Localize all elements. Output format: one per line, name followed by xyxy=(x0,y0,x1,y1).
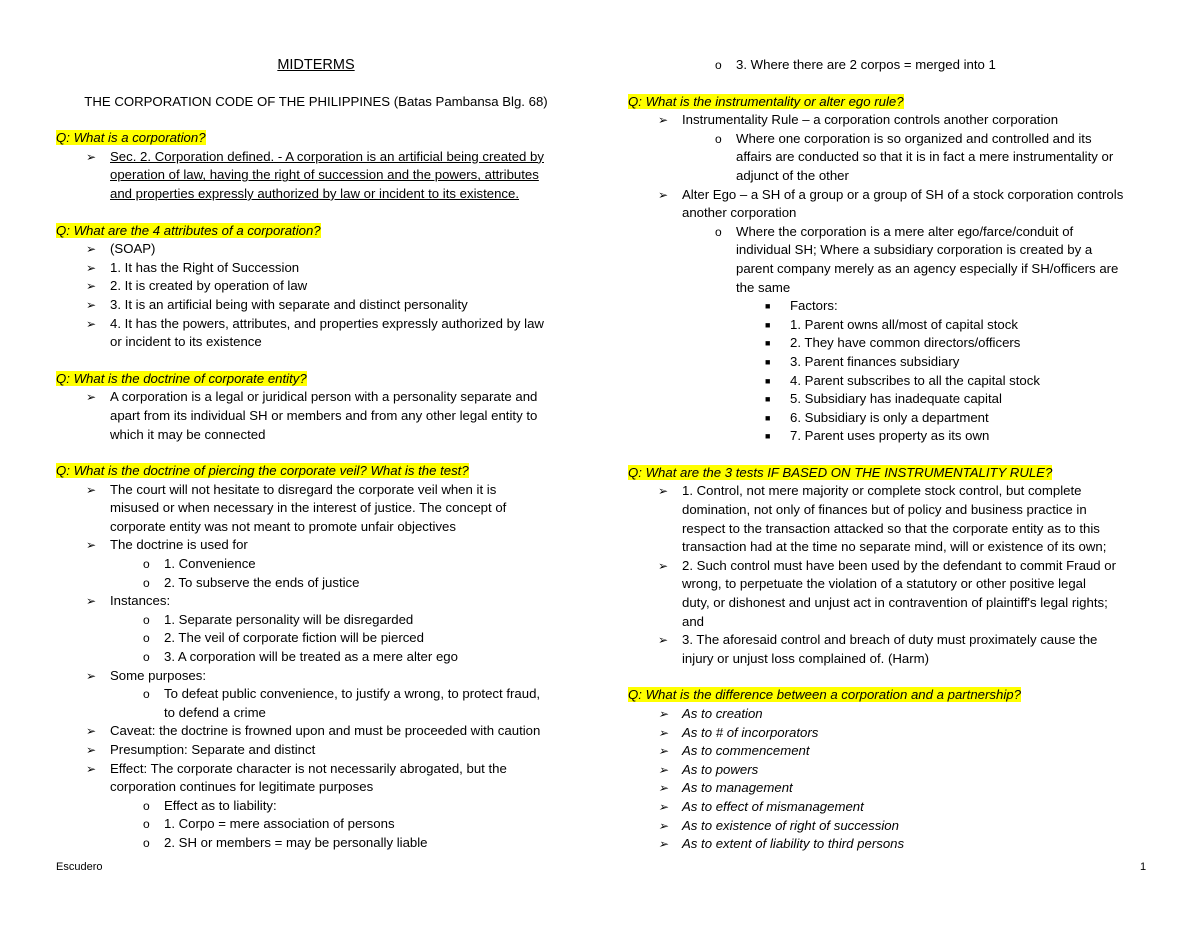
sub-list-item: o Effect as to liability: xyxy=(56,797,576,816)
arrow-bullet-icon: ➢ xyxy=(86,260,97,275)
list-item: ➢ As to powers xyxy=(628,761,1148,780)
factor-item: ■ 7. Parent uses property as its own xyxy=(628,427,1148,446)
question-piercing-veil: Q: What is the doctrine of piercing the corporate veil? What is the test? xyxy=(56,463,469,479)
square-bullet-icon: ■ xyxy=(765,319,771,330)
square-bullet-icon: ■ xyxy=(765,431,771,442)
list-item-continuation: or incident to its existence xyxy=(110,334,262,350)
arrow-bullet-icon: ➢ xyxy=(86,149,97,164)
sub-list-item: o Where one corporation is so organized and controlled and its xyxy=(628,130,1148,149)
list-item: ➢ 2. Such control must have been used by the defendant to commit Fraud or xyxy=(628,557,1148,576)
question-corporate-entity: Q: What is the doctrine of corporate entity? xyxy=(56,370,307,386)
list-item: ➢ Presumption: Separate and distinct xyxy=(56,741,576,760)
footer-page-number: 1 xyxy=(1140,861,1147,873)
sub-list-item: o 2. The veil of corporate fiction will be pierced xyxy=(56,629,576,648)
question-three-tests: Q: What are the 3 tests IF BASED ON THE INSTRUMENTALITY RULE? xyxy=(628,464,1053,480)
list-item-continuation: wrong, to perpetuate the violation of a statutory or other positive legal xyxy=(682,576,1086,592)
list-item: ➢ (SOAP) xyxy=(56,240,576,259)
arrow-bullet-icon: ➢ xyxy=(86,538,97,553)
arrow-bullet-icon: ➢ xyxy=(86,761,97,776)
list-item: ➢ 3. The aforesaid control and breach of duty must proximately cause the xyxy=(628,631,1148,650)
sub-list-item: o 1. Separate personality will be disregarded xyxy=(56,611,576,630)
arrow-bullet-icon: ➢ xyxy=(86,594,97,609)
factor-item: ■ Factors: xyxy=(628,297,1148,316)
list-item-continuation: another corporation xyxy=(682,205,797,221)
arrow-bullet-icon: ➢ xyxy=(86,390,97,405)
list-item-continuation: transaction had at the time no separate mind, will or existence of its own; xyxy=(682,539,1107,555)
circle-bullet-icon: o xyxy=(143,650,150,665)
factor-item: ■ 1. Parent owns all/most of capital stock xyxy=(628,316,1148,335)
arrow-bullet-icon: ➢ xyxy=(86,724,97,739)
circle-bullet-icon: o xyxy=(715,58,722,72)
arrow-bullet-icon: ➢ xyxy=(86,743,97,757)
circle-bullet-icon: o xyxy=(143,687,150,702)
arrow-bullet-icon: ➢ xyxy=(86,316,97,331)
arrow-bullet-icon: ➢ xyxy=(658,187,669,202)
arrow-bullet-icon: ➢ xyxy=(658,558,669,573)
arrow-bullet-icon: ➢ xyxy=(86,482,97,497)
circle-bullet-icon: o xyxy=(715,131,722,146)
question-corporation: Q: What is a corporation? xyxy=(56,130,206,146)
arrow-bullet-icon: ➢ xyxy=(658,762,669,777)
question-alter-ego: Q: What is the instrumentality or alter ego rule? xyxy=(628,93,904,109)
left-column xyxy=(56,56,576,853)
arrow-bullet-icon: ➢ xyxy=(658,818,669,833)
circle-bullet-icon: o xyxy=(143,557,150,572)
definition-line: operation of law, having the right of succession and the powers, attributes xyxy=(110,167,539,183)
circle-bullet-icon: o xyxy=(143,835,150,850)
circle-bullet-icon: o xyxy=(143,817,150,832)
definition-line: and properties expressly authorized by law or incident to its existence. xyxy=(110,185,520,201)
right-column xyxy=(628,56,1148,854)
list-item-continuation: misused or when necessary in the interest of justice. The concept of xyxy=(110,500,507,516)
circle-bullet-icon: o xyxy=(715,224,722,239)
sub-list-item-continuation: the same xyxy=(736,279,791,295)
arrow-bullet-icon: ➢ xyxy=(658,799,669,814)
list-item-continuation: domination, not only of finances but of policy and business practice in xyxy=(682,502,1087,518)
sub-list-item-continuation: individual SH; Where a subsidiary corporation is created by a xyxy=(736,242,1093,258)
arrow-bullet-icon: ➢ xyxy=(658,837,669,852)
factor-item: ■ 5. Subsidiary has inadequate capital xyxy=(628,390,1148,409)
list-item: ➢ As to commencement xyxy=(628,742,1148,761)
sub-list-item: o To defeat public convenience, to justify a wrong, to protect fraud, xyxy=(56,685,576,704)
square-bullet-icon: ■ xyxy=(765,356,771,367)
square-bullet-icon: ■ xyxy=(765,412,771,423)
sub-list-item: o 1. Convenience xyxy=(56,555,576,574)
list-item: ➢ Caveat: the doctrine is frowned upon and must be proceeded with caution xyxy=(56,722,576,741)
arrow-bullet-icon: ➢ xyxy=(658,113,669,128)
arrow-bullet-icon: ➢ xyxy=(658,781,669,796)
sub-list-item: o 3. A corporation will be treated as a mere alter ego xyxy=(56,648,576,667)
list-item: ➢ 1. Control, not mere majority or complete stock control, but complete xyxy=(628,482,1148,501)
sub-list-item-continuation: adjunct of the other xyxy=(736,167,849,183)
list-item: ➢ As to # of incorporators xyxy=(628,724,1148,743)
square-bullet-icon: ■ xyxy=(765,394,771,405)
list-item: ➢ 2. It is created by operation of law xyxy=(56,277,576,296)
circle-bullet-icon: o xyxy=(143,575,150,590)
square-bullet-icon: ■ xyxy=(765,375,771,386)
square-bullet-icon: ■ xyxy=(765,338,771,349)
sub-list-item-continuation: affairs are conducted so that it is in fact a mere instrumentality or xyxy=(736,149,1114,165)
arrow-bullet-icon: ➢ xyxy=(658,725,669,740)
list-item: ➢ As to extent of liability to third persons xyxy=(628,835,1148,854)
arrow-bullet-icon: ➢ xyxy=(658,707,669,721)
square-bullet-icon: ■ xyxy=(765,301,771,312)
list-item-continuation: which it may be connected xyxy=(110,426,266,442)
list-item-continuation: respect to the transaction attacked so that the corporate entity as to this xyxy=(682,520,1100,536)
sub-list-item: o 1. Corpo = mere association of persons xyxy=(56,815,576,834)
list-item: ➢ As to effect of mismanagement xyxy=(628,798,1148,817)
factor-item: ■ 2. They have common directors/officers xyxy=(628,334,1148,353)
factor-item: ■ 4. Parent subscribes to all the capital stock xyxy=(628,372,1148,391)
list-item: ➢ As to existence of right of succession xyxy=(628,817,1148,836)
list-item: ➢ 1. It has the Right of Succession xyxy=(56,259,576,278)
sub-list-item-continuation: to defend a crime xyxy=(164,704,266,720)
arrow-bullet-icon: ➢ xyxy=(658,633,669,648)
list-item-continuation: corporate entity was not meant to promote unfair objectives xyxy=(110,518,456,534)
list-item: ➢ Some purposes: xyxy=(56,667,576,686)
circle-bullet-icon: o xyxy=(143,612,150,627)
list-item: ➢ A corporation is a legal or juridical person with a personality separate and xyxy=(56,388,576,407)
factor-item: ■ 3. Parent finances subsidiary xyxy=(628,353,1148,372)
circle-bullet-icon: o xyxy=(143,631,150,646)
list-item: ➢ Alter Ego – a SH of a group or a group of SH of a stock corporation controls xyxy=(628,186,1148,205)
sub-list-item-continuation: parent company merely as an agency especially if SH/officers are xyxy=(736,260,1119,276)
arrow-bullet-icon: ➢ xyxy=(86,668,97,683)
list-item: ➢ Instances: xyxy=(56,592,576,611)
list-item: ➢ The court will not hesitate to disregard the corporate veil when it is xyxy=(56,481,576,500)
arrow-bullet-icon: ➢ xyxy=(86,297,97,312)
list-item: ➢ Instrumentality Rule – a corporation controls another corporation xyxy=(628,111,1148,130)
list-item: ➢ Effect: The corporate character is not necessarily abrogated, but the xyxy=(56,760,576,779)
list-item-continuation: duty, or dishonest and unjust act in contravention of plaintiff's legal rights; xyxy=(682,595,1108,611)
list-item: ➢ The doctrine is used for xyxy=(56,536,576,555)
list-item: ➢ As to management xyxy=(628,779,1148,798)
factor-item: ■ 6. Subsidiary is only a department xyxy=(628,409,1148,428)
list-item: ➢ 3. It is an artificial being with separate and distinct personality xyxy=(56,296,576,315)
definition-line: ➢ Sec. 2. Corporation defined. - A corporation is an artificial being created by xyxy=(56,148,576,167)
list-item-continuation: apart from its individual SH or members and from any other legal entity to xyxy=(110,407,538,423)
arrow-bullet-icon: ➢ xyxy=(658,484,669,499)
list-item-continuation: and xyxy=(682,613,705,629)
question-corp-vs-partnership: Q: What is the difference between a corporation and a partnership? xyxy=(628,687,1021,703)
page-title: MIDTERMS xyxy=(277,57,355,73)
circle-bullet-icon: o xyxy=(143,798,150,813)
sub-list-item: o 2. To subserve the ends of justice xyxy=(56,574,576,593)
list-item-continuation: corporation continues for legitimate purposes xyxy=(110,779,374,795)
list-item: ➢ As to creation xyxy=(628,705,1148,724)
arrow-bullet-icon: ➢ xyxy=(86,279,97,294)
sub-list-item: o 3. Where there are 2 corpos = merged into 1 xyxy=(628,56,1148,75)
list-item-continuation: injury or unjust loss complained of. (Harm) xyxy=(682,650,929,666)
question-attributes: Q: What are the 4 attributes of a corporation? xyxy=(56,222,321,238)
sub-list-item: o Where the corporation is a mere alter ego/farce/conduit of xyxy=(628,223,1148,242)
arrow-bullet-icon: ➢ xyxy=(86,242,97,257)
footer-author: Escudero xyxy=(56,861,103,873)
list-item: ➢ 4. It has the powers, attributes, and properties expressly authorized by law xyxy=(56,315,576,334)
page-subtitle: THE CORPORATION CODE OF THE PHILIPPINES (Batas Pambansa Blg. 68) xyxy=(84,93,548,109)
sub-list-item: o 2. SH or members = may be personally liable xyxy=(56,834,576,853)
arrow-bullet-icon: ➢ xyxy=(658,744,669,759)
